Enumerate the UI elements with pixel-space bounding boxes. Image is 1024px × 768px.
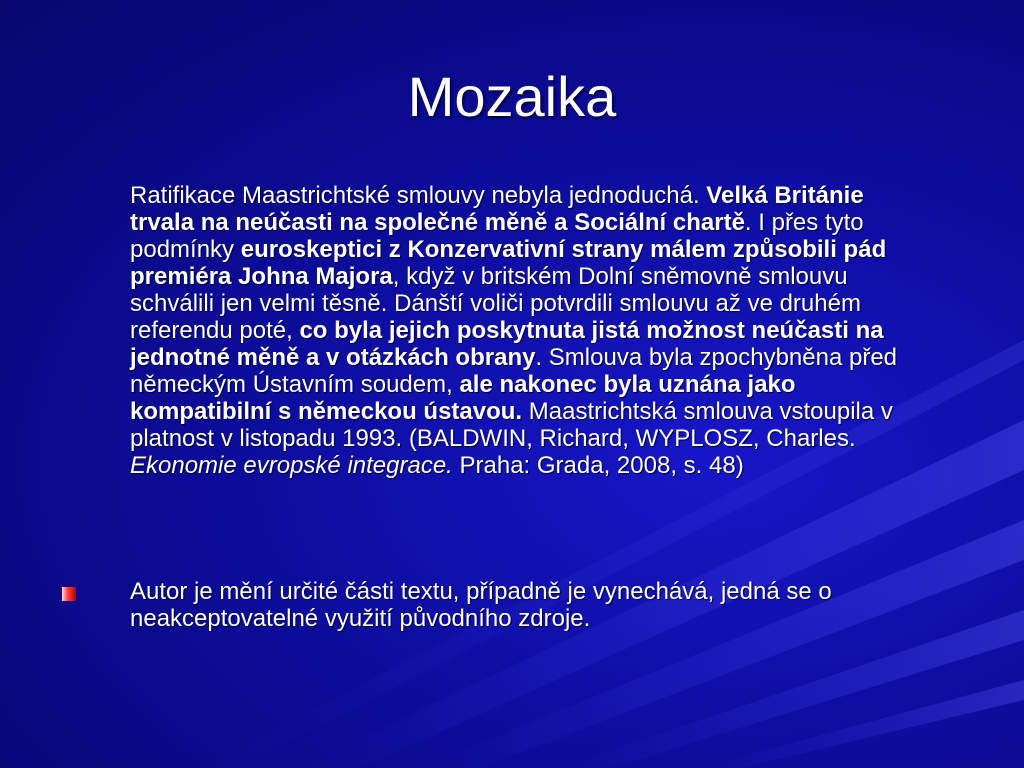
slide-title: Mozaika [407,65,617,128]
text-segment: Maastrichtská smlouva vstoupila v platnost v listopadu 1993. (BALDWIN, Richard, WYPLOSZ, Charles. [130,398,893,452]
bold-segment: co byla jejich poskytnuta jistá možnost neúčasti na jednotné měně a v otázkách obrany [130,317,884,371]
bold-segment: ale nakonec byla uznána jako kompatibilní s německou ústavou. [130,371,796,425]
text-segment: Praha: Grada, 2008, s. 48) [452,452,744,479]
text-segment: Ratifikace Maastrichtské smlouvy nebyla jednoduchá. [130,182,707,209]
text-segment: . I přes tyto podmínky [130,209,864,263]
text-segment: , když v britském Dolní sněmovně smlouvu schválili jen velmi těsně. Dánští voliči potvrdili smlouvu až ve druhém referendu poté, [130,263,861,344]
text-segment: . Smlouva byla zpochybněna před německým Ústavním soudem, [130,344,898,398]
main-paragraph [130,182,930,479]
bold-segment: euroskeptici z Konzervativní strany málem způsobili pád premiéra Johna Majora [130,236,887,290]
italic-segment: Ekonomie evropské integrace. [130,452,453,479]
red-square-bullet-icon [62,587,76,601]
bold-segment: Velká Británie trvala na neúčasti na společné měně a Sociální chartě [130,182,864,236]
bullet-paragraph: Autor je mění určité části textu, případně je vynechává, jedná se o neakceptovatelné využití původního zdroje. [130,578,832,632]
